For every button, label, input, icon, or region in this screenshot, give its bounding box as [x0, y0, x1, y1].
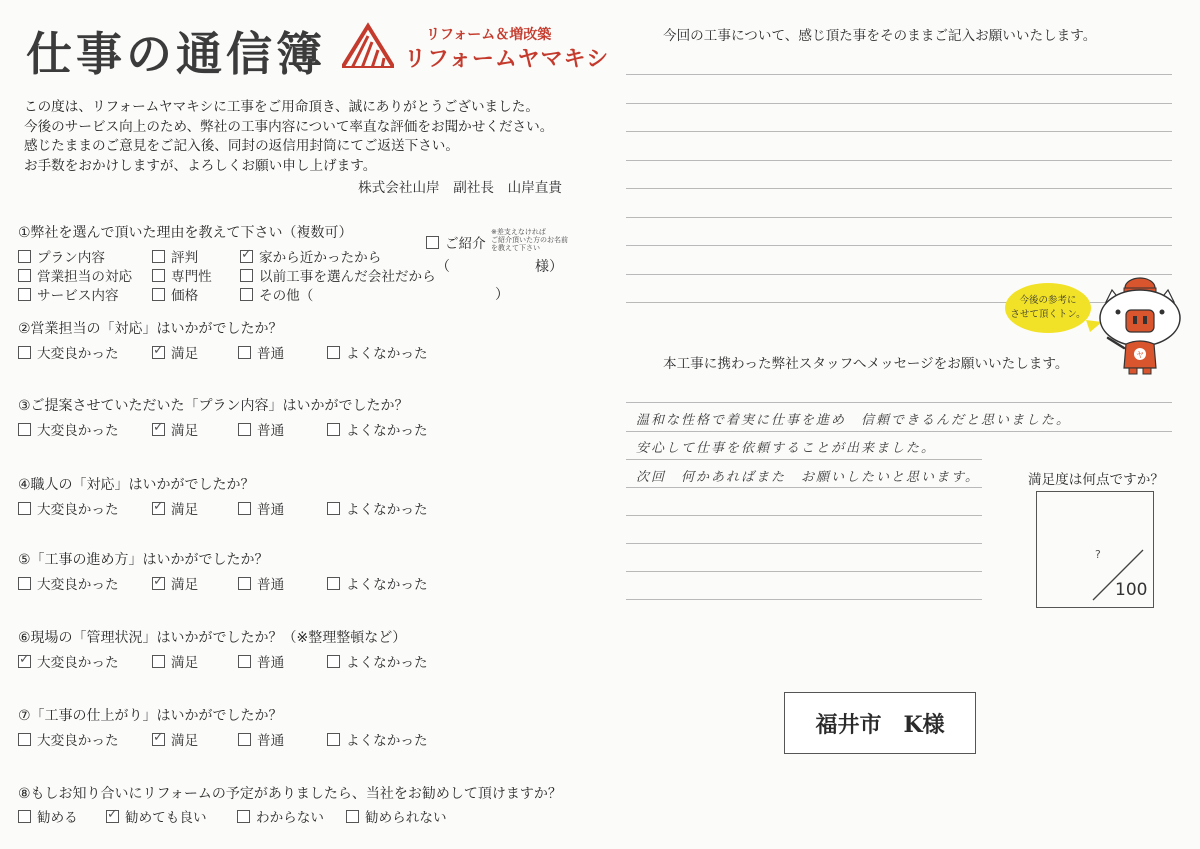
- option-label: 普通: [257, 655, 285, 671]
- checkbox[interactable]: [18, 577, 31, 590]
- referral-open-paren: （: [436, 259, 450, 275]
- option-label: 普通: [257, 423, 285, 439]
- other-close-paren: ）: [495, 287, 509, 303]
- question-8: ⑧もしお知り合いにリフォームの予定がありましたら、当社をお勧めして頂けますか？: [18, 786, 562, 802]
- option-label: よくなかった: [346, 502, 428, 518]
- message-heading: 本工事に携わった弊社スタッフへメッセージをお願いいたします。: [663, 356, 1069, 372]
- q1-option[interactable]: [240, 246, 381, 266]
- signature: 株式会社山岸 副社長 山岸直貴: [358, 180, 562, 196]
- checkbox[interactable]: [152, 577, 165, 590]
- checkbox[interactable]: [238, 733, 251, 746]
- logo-name: リフォームヤマキシ: [404, 47, 610, 72]
- checkbox[interactable]: [152, 288, 165, 301]
- option-label: 大変良かった: [37, 502, 119, 518]
- option-label: 価格: [171, 288, 199, 304]
- checkbox[interactable]: [18, 810, 31, 823]
- option-label: サービス内容: [37, 288, 119, 304]
- q1-option[interactable]: [240, 265, 436, 285]
- question-7: ⑦「工事の仕上がり」はいかがでしたか？: [18, 708, 283, 724]
- q1-option[interactable]: [152, 246, 198, 266]
- q1-option[interactable]: [240, 284, 313, 304]
- option-label: 満足: [171, 577, 199, 593]
- bubble-text: させて頂くトン。: [1010, 309, 1086, 320]
- option-label: ご紹介: [445, 236, 486, 252]
- writing-rule: [626, 131, 1172, 132]
- option-label: 大変良かった: [37, 733, 119, 749]
- checkbox[interactable]: [18, 655, 31, 668]
- comment-heading: 今回の工事について、感じ頂た事をそのままご記入お願いいたします。: [663, 28, 1097, 44]
- score-value: ?: [1095, 548, 1101, 561]
- checkbox[interactable]: [18, 423, 31, 436]
- pig-mascot-icon: [1096, 272, 1188, 376]
- option-label: 評判: [171, 250, 199, 266]
- checkbox[interactable]: [237, 810, 250, 823]
- rating-option[interactable]: [238, 419, 284, 439]
- question-1: ①弊社を選んで頂いた理由を教えて下さい（複数可）: [18, 225, 353, 241]
- rating-option[interactable]: [18, 651, 119, 671]
- checkbox[interactable]: [18, 250, 31, 263]
- writing-rule: [626, 571, 982, 572]
- rating-option[interactable]: [152, 573, 198, 593]
- checkbox[interactable]: [240, 250, 253, 263]
- intro-line: 感じたままのご意見をご記入後、同封の返信用封筒にてご返送下さい。: [24, 138, 459, 154]
- handwritten-line: 安心して仕事を依頼することが出来ました。: [636, 441, 937, 456]
- option-label: 普通: [257, 733, 285, 749]
- checkbox[interactable]: [426, 236, 439, 249]
- q1-option[interactable]: [18, 265, 132, 285]
- speech-bubble: [1005, 283, 1091, 333]
- checkbox[interactable]: [152, 733, 165, 746]
- writing-rule: [626, 245, 1172, 246]
- option-label: よくなかった: [346, 655, 428, 671]
- option-label: 勧められない: [365, 810, 447, 826]
- writing-rule: [626, 459, 982, 460]
- option-label: 大変良かった: [37, 423, 119, 439]
- option-label: 満足: [171, 733, 199, 749]
- rating-option[interactable]: [327, 419, 428, 439]
- q8-option[interactable]: [346, 806, 447, 826]
- option-label: 家から近かったから: [259, 250, 382, 266]
- rating-option[interactable]: [152, 651, 198, 671]
- option-label: 勧めても良い: [125, 810, 207, 826]
- handwritten-line: 次回 何かあればまた お願いしたいと思います。: [636, 470, 980, 485]
- rating-option[interactable]: [327, 342, 428, 362]
- option-label: 普通: [257, 577, 285, 593]
- checkbox[interactable]: [238, 423, 251, 436]
- rating-option[interactable]: [18, 342, 119, 362]
- checkbox[interactable]: [327, 502, 340, 515]
- rating-option[interactable]: [238, 729, 284, 749]
- option-label: よくなかった: [346, 423, 428, 439]
- rating-option[interactable]: [238, 342, 284, 362]
- q8-option[interactable]: [106, 806, 207, 826]
- note-line: ご紹介頂いた方のお名前: [491, 236, 568, 244]
- checkbox[interactable]: [346, 810, 359, 823]
- writing-rule: [626, 543, 982, 544]
- bubble-text: 今後の参考に: [1019, 295, 1077, 306]
- option-label: 大変良かった: [37, 346, 119, 362]
- checkbox[interactable]: [238, 502, 251, 515]
- option-label: よくなかった: [346, 346, 428, 362]
- rating-option[interactable]: [152, 729, 198, 749]
- note-line: を教えて下さい: [491, 244, 540, 252]
- option-label: 普通: [257, 346, 285, 362]
- writing-rule: [626, 217, 1172, 218]
- rating-option[interactable]: [152, 498, 198, 518]
- intro-line: 今後のサービス向上のため、弊社の工事内容について率直な評価をお聞かせください。: [24, 118, 554, 135]
- checkbox[interactable]: [327, 346, 340, 359]
- option-label: 満足: [171, 655, 199, 671]
- checkbox[interactable]: [240, 269, 253, 282]
- option-label: その他（: [259, 288, 314, 304]
- question-5: ⑤「工事の進め方」はいかがでしたか？: [18, 552, 269, 568]
- writing-rule: [626, 515, 982, 516]
- option-label: 大変良かった: [37, 577, 119, 593]
- writing-rule: [626, 160, 1172, 161]
- question-4: ④職人の「対応」はいかがでしたか？: [18, 477, 255, 493]
- checkbox[interactable]: [152, 423, 165, 436]
- score-heading: 満足度は何点ですか？: [1028, 472, 1164, 488]
- rating-option[interactable]: [327, 651, 428, 671]
- writing-rule: [626, 402, 1172, 403]
- checkbox[interactable]: [327, 577, 340, 590]
- rating-option[interactable]: [238, 573, 284, 593]
- rating-option[interactable]: [327, 729, 428, 749]
- rating-option[interactable]: [238, 498, 284, 518]
- checkbox[interactable]: [106, 810, 119, 823]
- checkbox[interactable]: [18, 288, 31, 301]
- writing-rule: [626, 487, 982, 488]
- q1-option[interactable]: [152, 265, 212, 285]
- customer-nameplate: 福井市 K様: [784, 692, 976, 754]
- option-label: 専門性: [171, 269, 212, 285]
- checkbox[interactable]: [152, 250, 165, 263]
- writing-rule: [626, 103, 1172, 104]
- referral-sama: 様）: [535, 259, 563, 275]
- rating-option[interactable]: [152, 342, 198, 362]
- checkbox[interactable]: [18, 269, 31, 282]
- rating-option[interactable]: [152, 419, 198, 439]
- checkbox[interactable]: [152, 269, 165, 282]
- q1-option[interactable]: [152, 284, 198, 304]
- q8-option[interactable]: [237, 806, 324, 826]
- option-label: よくなかった: [346, 577, 428, 593]
- checkbox[interactable]: [18, 346, 31, 359]
- checkbox[interactable]: [238, 577, 251, 590]
- referral-note: [491, 228, 568, 252]
- writing-rule: [626, 431, 1172, 432]
- checkbox[interactable]: [18, 733, 31, 746]
- option-label: 満足: [171, 346, 199, 362]
- rating-option[interactable]: [18, 729, 119, 749]
- intro-line: お手数をおかけしますが、よろしくお願い申し上げます。: [24, 157, 377, 174]
- checkbox[interactable]: [152, 502, 165, 515]
- option-label: よくなかった: [346, 733, 428, 749]
- rating-option[interactable]: [18, 573, 119, 593]
- q1-option[interactable]: [18, 246, 105, 266]
- checkbox[interactable]: [152, 655, 165, 668]
- intro-text: [24, 98, 553, 176]
- rating-option[interactable]: [327, 573, 428, 593]
- writing-rule: [626, 188, 1172, 189]
- option-label: 満足: [171, 423, 199, 439]
- option-label: 普通: [257, 502, 285, 518]
- checkbox[interactable]: [152, 346, 165, 359]
- score-max: 100: [1115, 580, 1148, 600]
- option-label: 勧める: [37, 810, 78, 826]
- form-title: 仕事の通信簿: [26, 27, 326, 81]
- rating-option[interactable]: [327, 498, 428, 518]
- option-label: 以前工事を選んだ会社だから: [259, 269, 436, 285]
- note-line: ※差支えなければ: [491, 228, 546, 236]
- checkbox[interactable]: [327, 655, 340, 668]
- logo-subtitle: リフォーム＆増改築: [426, 27, 552, 43]
- writing-rule: [626, 274, 1172, 275]
- score-box[interactable]: [1036, 491, 1154, 608]
- question-6: ⑥現場の「管理状況」はいかがでしたか？（※整理整頓など）: [18, 630, 407, 646]
- writing-rule: [626, 599, 982, 600]
- question-2: ②営業担当の「対応」はいかがでしたか？: [18, 321, 283, 337]
- rating-option[interactable]: [18, 498, 119, 518]
- checkbox[interactable]: [18, 502, 31, 515]
- checkbox[interactable]: [327, 733, 340, 746]
- option-label: 営業担当の対応: [37, 269, 133, 285]
- handwritten-line: 温和な性格で着実に仕事を進め 信頼できるんだと思いました。: [636, 413, 1072, 428]
- mascot-badge: ヤ: [1136, 350, 1144, 360]
- option-label: プラン内容: [37, 250, 105, 266]
- q8-option[interactable]: [18, 806, 78, 826]
- checkbox[interactable]: [238, 655, 251, 668]
- writing-rule: [626, 74, 1172, 75]
- house-logo-icon: [342, 22, 394, 68]
- checkbox[interactable]: [240, 288, 253, 301]
- question-3: ③ご提案させていただいた「プラン内容」はいかがでしたか？: [18, 398, 409, 414]
- q1-option[interactable]: [18, 284, 119, 304]
- checkbox[interactable]: [327, 423, 340, 436]
- intro-line: この度は、リフォームヤマキシに工事をご用命頂き、誠にありがとうございました。: [24, 99, 539, 115]
- option-label: 大変良かった: [37, 655, 119, 671]
- option-label: わからない: [256, 810, 324, 826]
- option-label: 満足: [171, 502, 199, 518]
- checkbox[interactable]: [238, 346, 251, 359]
- rating-option[interactable]: [238, 651, 284, 671]
- referral-option[interactable]: [426, 232, 486, 252]
- rating-option[interactable]: [18, 419, 119, 439]
